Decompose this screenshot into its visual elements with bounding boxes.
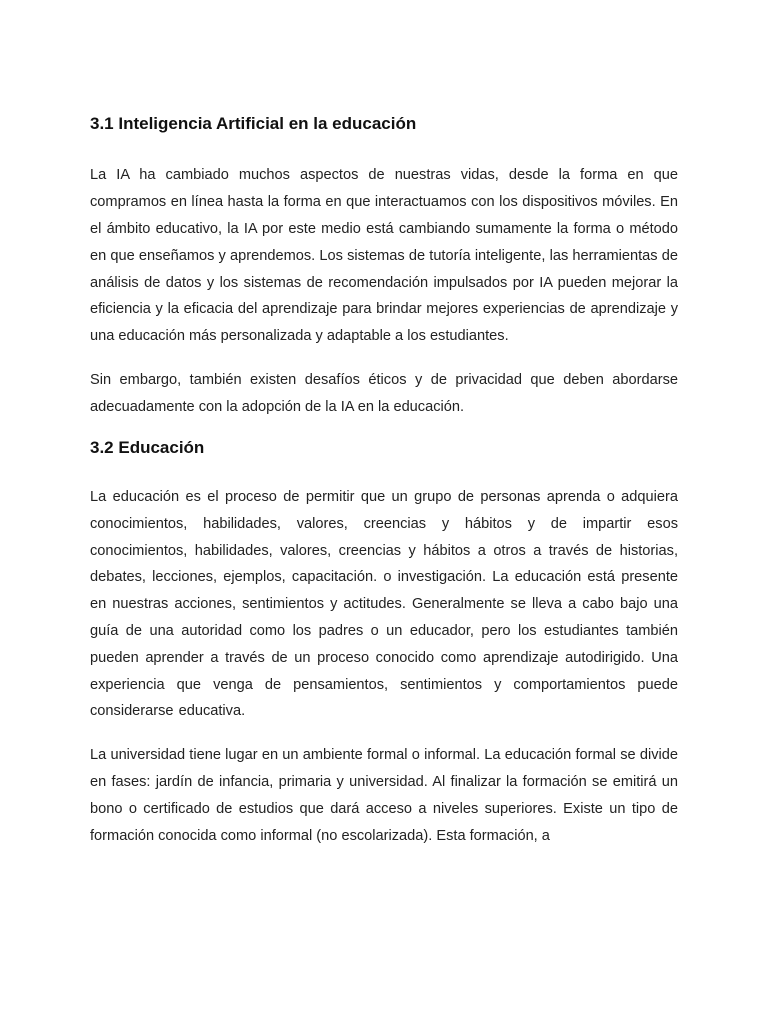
paragraph: Sin embargo, también existen desafíos éticos y de privacidad que deben abordarse adecuadamente con la adopción de la IA en la educación. — [90, 371, 678, 415]
section-education — [90, 438, 678, 850]
paragraph: La IA ha cambiado muchos aspectos de nuestras vidas, desde la forma en que compramos en línea hasta la forma en que interactuamos con los dispositivos móviles. En el ámbito educativo, la IA por este medio está cambiando sumamente la forma o método en que enseñamos y aprendemos. Los sistemas de tutoría inteligente, las herramientas de análisis de datos y los sistemas de recomendación impulsados por IA pueden mejorar la eficiencia y la eficacia del aprendizaje para brindar mejores experiencias de aprendizaje y una educación más personalizada y adaptable a los estudiantes. — [90, 167, 678, 345]
section-ai-in-education — [90, 114, 678, 421]
paragraph: La educación es el proceso de permitir que un grupo de personas aprenda o adquiera conocimientos, habilidades, valores, creencias y hábitos y de impartir esos conocimientos, habilidades, valores, creencias y hábitos a otros a través de historias, debates, lecciones, ejemplos, capacitación. o investigación. La educación está presente en nuestras acciones, sentimientos y actitudes. Generalmente se lleva a cabo bajo una guía de una autoridad como los padres o un educador, pero los estudiantes también pueden aprender a través de un proceso conocido como aprendizaje autodirigido. Una experiencia que venga de pensamientos, sentimientos y comportamientos puede considerarse educativa. — [90, 488, 678, 720]
section-heading: 3.2 Educación — [90, 437, 205, 457]
section-heading: 3.1 Inteligencia Artificial en la educación — [90, 114, 417, 133]
paragraph: La universidad tiene lugar en un ambiente formal o informal. La educación formal se divide en fases: jardín de infancia, primaria y universidad. Al finalizar la formación se emitirá un bono o certificado de estudios que dará acceso a niveles superiores. Existe un tipo de formación conocida como informal (no escolarizada). Esta formación, a — [90, 747, 678, 844]
